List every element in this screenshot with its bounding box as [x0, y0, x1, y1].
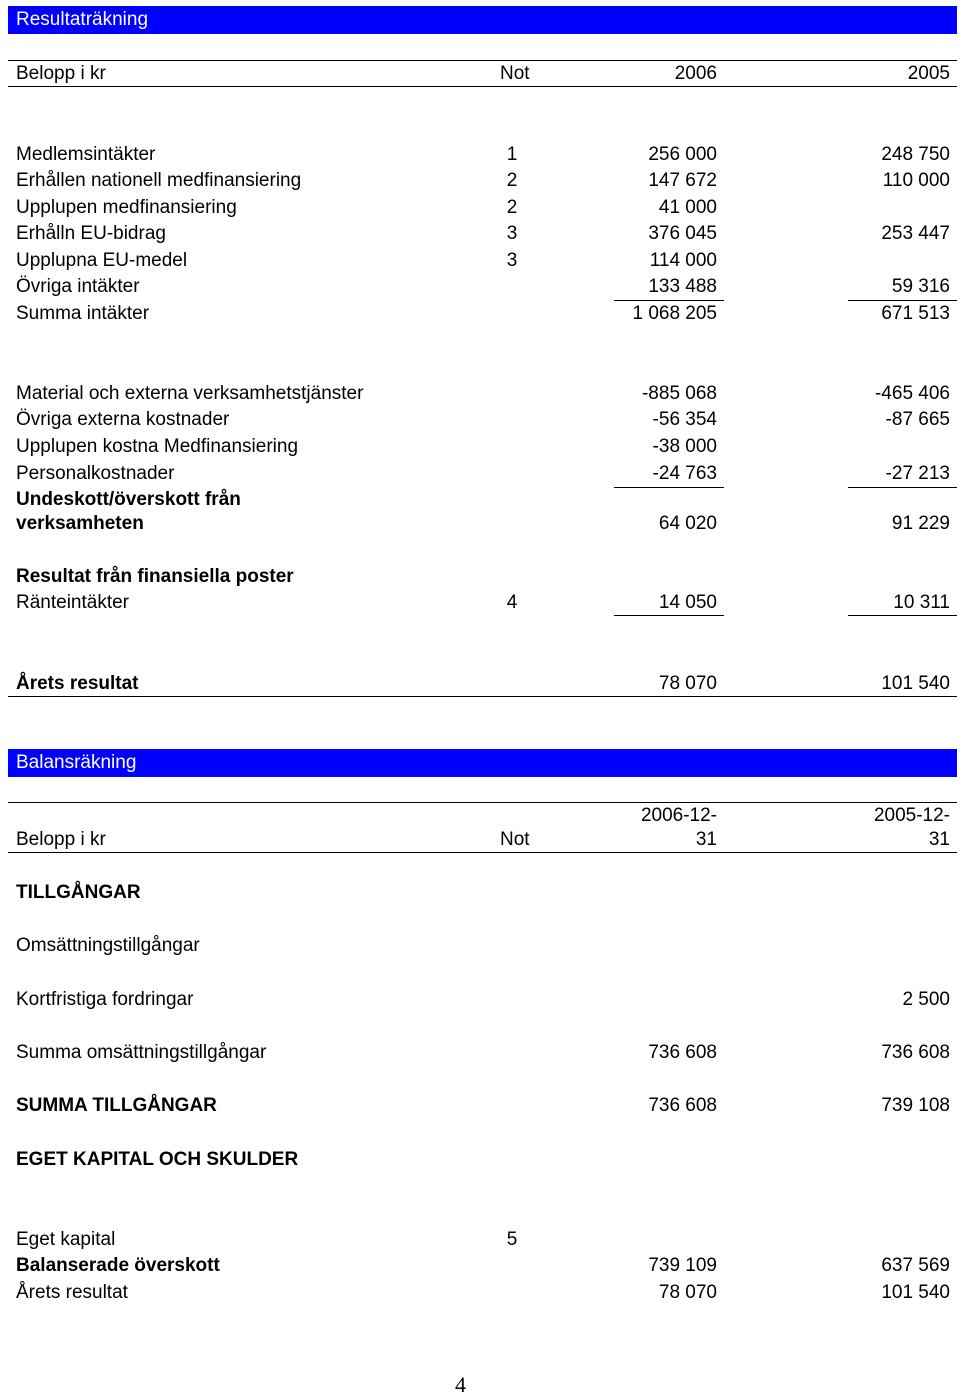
row-value-2005: 253 447 — [881, 223, 950, 244]
operating-result-2006: 64 020 — [658, 513, 717, 534]
row-value-2006: -24 763 — [652, 463, 717, 484]
total-assets-2006: 736 608 — [648, 1095, 717, 1116]
row-note: 3 — [506, 223, 518, 244]
row-value-2005: 59 316 — [891, 276, 950, 297]
row-value-2005: 2 500 — [902, 989, 950, 1010]
subtotal-rule-2006 — [614, 300, 724, 301]
row-note: 3 — [506, 250, 518, 271]
bs-header-top-rule — [8, 802, 957, 803]
row-value-2006: 736 608 — [648, 1042, 717, 1063]
header-col-2005: 2005 — [907, 63, 950, 84]
row-label: Medlemsintäkter — [16, 144, 156, 165]
equity-note: 5 — [506, 1229, 518, 1250]
row-note: 2 — [506, 170, 518, 191]
row-label: Material och externa verksamhetstjänster — [16, 383, 364, 404]
subtotal-rule-2005 — [848, 615, 957, 616]
row-value-2005: 110 000 — [882, 170, 950, 191]
income-statement-title: Resultaträkning — [16, 9, 149, 30]
year-result-2005: 101 540 — [881, 673, 950, 694]
row-value-2005: 736 608 — [881, 1042, 950, 1063]
row-label: Ränteintäkter — [16, 592, 130, 613]
bs-year-result-label: Årets resultat — [16, 1282, 128, 1303]
operating-result-2005: 91 229 — [891, 513, 950, 534]
header-label: Belopp i kr — [16, 63, 106, 84]
row-value-2006: 41 000 — [658, 197, 717, 218]
bs-header-col2-line2: 31 — [928, 829, 950, 850]
page-number: 4 — [455, 1372, 466, 1397]
row-value-2006: 256 000 — [648, 144, 717, 165]
row-label: Upplupna EU-medel — [16, 250, 188, 271]
total-income-label: Summa intäkter — [16, 303, 150, 324]
row-value-2006: 133 488 — [648, 276, 717, 297]
row-label: Erhållen nationell medfinansiering — [16, 170, 302, 191]
row-value-2006: -38 000 — [652, 436, 717, 457]
row-value-2006: 147 672 — [648, 170, 717, 191]
row-note: 1 — [506, 144, 518, 165]
total-income-2006: 1 068 205 — [632, 303, 717, 324]
total-income-2005: 671 513 — [881, 303, 950, 324]
row-value-2005: 10 311 — [893, 592, 950, 613]
bs-year-result-2006: 78 070 — [658, 1282, 717, 1303]
row-label: Upplupen medfinansiering — [16, 197, 237, 218]
row-note: 2 — [506, 197, 518, 218]
subtotal-rule-2006 — [614, 615, 724, 616]
balance-sheet-banner — [8, 749, 957, 777]
row-value-2006: 376 045 — [648, 223, 717, 244]
bs-year-result-2005: 101 540 — [881, 1282, 950, 1303]
operating-result-label-line2: verksamheten — [16, 513, 144, 534]
header-top-rule — [8, 60, 957, 61]
year-result-rule — [8, 696, 957, 697]
row-value-2006: 14 050 — [658, 592, 717, 613]
retained-surplus-2006: 739 109 — [648, 1255, 717, 1276]
bs-header-col1-line2: 31 — [695, 829, 717, 850]
row-label: Erhålln EU-bidrag — [16, 223, 166, 244]
row-label: Övriga externa kostnader — [16, 409, 230, 430]
total-assets-label: SUMMA TILLGÅNGAR — [16, 1095, 217, 1116]
row-value-2006: -885 068 — [641, 383, 717, 404]
current-assets-heading: Omsättningstillgångar — [16, 935, 200, 956]
equity-liabilities-heading: EGET KAPITAL OCH SKULDER — [16, 1149, 299, 1170]
balance-sheet-title: Balansräkning — [16, 752, 137, 773]
row-value-2005: -87 665 — [885, 409, 950, 430]
header-bottom-rule — [8, 86, 957, 87]
bs-header-col2-line1: 2005-12- — [873, 805, 950, 826]
row-value-2006: -56 354 — [652, 409, 717, 430]
row-value-2005: -465 406 — [874, 383, 950, 404]
bs-header-note: Not — [500, 829, 530, 850]
operating-result-label: Undeskott/överskott från — [16, 489, 241, 510]
row-label: Kortfristiga fordringar — [16, 989, 194, 1010]
financial-items-heading: Resultat från finansiella poster — [16, 566, 294, 587]
retained-surplus-label: Balanserade överskott — [16, 1255, 220, 1276]
subtotal-rule-2005 — [848, 300, 957, 301]
equity-label: Eget kapital — [16, 1229, 116, 1250]
row-value-2006: 114 000 — [649, 250, 717, 271]
header-note: Not — [500, 63, 530, 84]
row-label: Personalkostnader — [16, 463, 175, 484]
assets-heading: TILLGÅNGAR — [16, 882, 141, 903]
row-label: Upplupen kostna Medfinansiering — [16, 436, 299, 457]
row-label: Summa omsättningstillgångar — [16, 1042, 267, 1063]
subtotal-rule-2005 — [848, 487, 957, 488]
row-value-2005: 248 750 — [881, 144, 950, 165]
row-note: 4 — [506, 592, 518, 613]
bs-header-bottom-rule — [8, 852, 957, 853]
bs-header-col1-line1: 2006-12- — [640, 805, 717, 826]
header-col-2006: 2006 — [674, 63, 717, 84]
subtotal-rule-2006 — [614, 487, 724, 488]
total-assets-2005: 739 108 — [881, 1095, 950, 1116]
bs-header-label: Belopp i kr — [16, 829, 106, 850]
retained-surplus-2005: 637 569 — [881, 1255, 950, 1276]
year-result-label: Årets resultat — [16, 673, 139, 694]
row-value-2005: -27 213 — [885, 463, 950, 484]
year-result-2006: 78 070 — [658, 673, 717, 694]
income-statement-banner — [8, 6, 957, 34]
row-label: Övriga intäkter — [16, 276, 140, 297]
